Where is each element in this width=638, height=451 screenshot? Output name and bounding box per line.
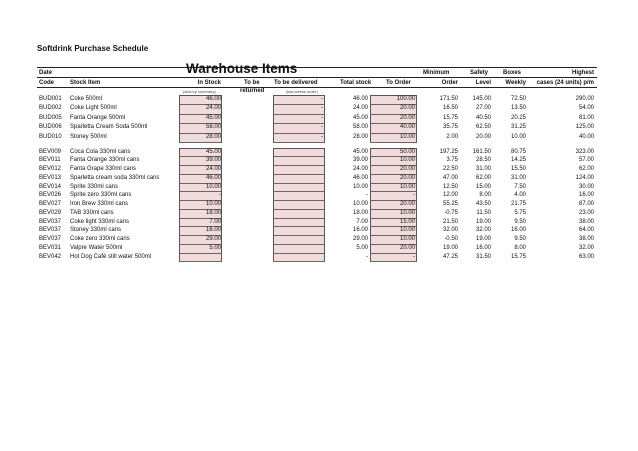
- safety-cell: 145.00: [472, 95, 491, 102]
- delivered-cell: -: [321, 124, 323, 130]
- to-order-header: To Order: [386, 80, 411, 86]
- item-cell: Sprite zero 330ml cans: [70, 192, 132, 199]
- in-stock-cell: 24.00: [205, 166, 221, 172]
- in-stock-cell: 24.00: [205, 105, 221, 111]
- item-cell: Fanta Orange 330ml cans: [70, 157, 140, 164]
- in-stock-cell: 16.00: [205, 227, 221, 234]
- safety-cell: 16.00: [475, 244, 491, 251]
- to-order-cell: 20.00: [399, 114, 415, 121]
- safety-cell: 62.50: [475, 124, 491, 130]
- cell-border: [273, 165, 325, 166]
- minimum-cell: 19.00: [442, 244, 458, 251]
- delivered-cell: -: [321, 133, 323, 140]
- highest-cell: 16.00: [578, 192, 594, 199]
- total-cell: 28.00: [352, 133, 368, 140]
- minimum-cell: 21.50: [442, 218, 458, 225]
- delivered-cell: -: [321, 105, 323, 111]
- code-cell: BEV012: [39, 166, 62, 172]
- minimum-header-2: Order: [441, 80, 458, 86]
- in-stock-header: In Stock: [197, 80, 221, 86]
- minimum-cell: 171.50: [439, 95, 458, 102]
- highest-cell: 57.00: [578, 157, 594, 164]
- to-order-cell: 10.00: [399, 209, 415, 216]
- code-cell: BEV029: [39, 209, 62, 216]
- to-order-cell: 20.00: [399, 244, 415, 251]
- minimum-cell: 47.00: [442, 174, 458, 181]
- code-header: Code: [39, 80, 54, 86]
- boxes-cell: 7.50: [514, 183, 526, 190]
- item-cell: Coke light 330ml cans: [70, 218, 130, 225]
- header-bottom-rule: [37, 87, 597, 88]
- boxes-cell: 13.50: [510, 105, 526, 111]
- total-cell: 29.00: [352, 236, 368, 242]
- safety-cell: 62.00: [475, 174, 491, 181]
- safety-cell: 31.00: [475, 166, 491, 172]
- code-cell: BEV042: [39, 253, 62, 260]
- highest-header-1: Highest: [571, 70, 594, 76]
- warehouse-title: Warehouse Items: [186, 61, 298, 76]
- minimum-cell: 16.50: [442, 105, 458, 111]
- total-cell: 5.00: [356, 244, 368, 251]
- cell-border: [179, 261, 222, 262]
- code-cell: BUD002: [39, 105, 62, 111]
- highest-cell: 23.00: [578, 209, 594, 216]
- date-label: Date: [39, 70, 53, 76]
- cell-border: [273, 244, 325, 245]
- boxes-header-1: Boxes: [503, 70, 522, 76]
- code-cell: BUD001: [39, 95, 62, 102]
- item-cell: Valpre Water 500ml: [70, 244, 123, 251]
- minimum-cell: 2.00: [446, 133, 458, 140]
- item-cell: Sprite 330ml cans: [70, 183, 119, 190]
- total-cell: 46.00: [352, 174, 368, 181]
- boxes-cell: 14.25: [510, 157, 526, 164]
- minimum-cell: 35.75: [442, 124, 458, 130]
- code-cell: BEV031: [39, 244, 62, 251]
- in-stock-cell: 46.00: [205, 174, 221, 181]
- in-stock-cell: 45.00: [205, 114, 221, 121]
- total-cell: 16.00: [352, 227, 368, 234]
- safety-cell: 8.00: [479, 192, 491, 199]
- to-order-cell: 40.00: [399, 124, 415, 130]
- minimum-cell: -0.50: [444, 236, 458, 242]
- minimum-cell: 12.50: [442, 183, 458, 190]
- to-order-cell: 20.00: [399, 201, 415, 207]
- highest-cell: 54.00: [578, 105, 594, 111]
- code-cell: BEV014: [39, 183, 62, 190]
- in-stock-cell: 39.00: [205, 157, 221, 164]
- boxes-cell: 15.50: [510, 166, 526, 172]
- to-order-cell: 20.00: [399, 174, 415, 181]
- cell-border: [273, 156, 325, 157]
- item-cell: Coke 500ml: [70, 95, 103, 102]
- stock-item-header: Stock Item: [70, 80, 101, 86]
- safety-cell: 27.00: [475, 105, 491, 111]
- to-order-cell: 50.00: [399, 148, 415, 155]
- highest-cell: 81.00: [578, 114, 594, 121]
- boxes-header-2: Weekly: [505, 80, 526, 86]
- item-cell: TAB 330ml cans: [70, 209, 114, 216]
- boxes-cell: 72.50: [510, 95, 526, 102]
- code-cell: BEV037: [39, 227, 62, 234]
- safety-cell: 19.00: [475, 236, 491, 242]
- total-cell: 45.00: [352, 114, 368, 121]
- highest-cell: 30.00: [578, 183, 594, 190]
- total-cell: 39.00: [352, 157, 368, 164]
- cell-border: [273, 261, 325, 262]
- to-order-cell: 10.00: [399, 183, 415, 190]
- in-stock-cell: 10.00: [205, 183, 221, 190]
- safety-cell: 161.50: [472, 148, 491, 155]
- highest-cell: 290.00: [575, 95, 594, 102]
- highest-cell: 323.00: [575, 148, 594, 155]
- boxes-cell: 4.00: [514, 192, 526, 199]
- item-cell: Sparletta Cream Soda 500ml: [70, 124, 148, 130]
- highest-cell: 124.00: [575, 174, 594, 181]
- total-cell: 10.00: [352, 183, 368, 190]
- delivered-cell: -: [321, 114, 323, 121]
- item-cell: Fanta Orange 500ml: [70, 114, 126, 121]
- cell-border: [273, 218, 325, 219]
- safety-cell: 31.50: [475, 253, 491, 260]
- item-cell: Coca Cola 330ml cans: [70, 148, 131, 155]
- highest-cell: 63.00: [578, 253, 594, 260]
- in-stock-cell: 7.00: [209, 218, 221, 225]
- boxes-cell: 5.75: [514, 209, 526, 216]
- boxes-cell: 31.25: [510, 124, 526, 130]
- safety-cell: 43.50: [475, 201, 491, 207]
- minimum-cell: 15.75: [442, 114, 458, 121]
- boxes-cell: 9.50: [514, 218, 526, 225]
- safety-cell: 28.50: [475, 157, 491, 164]
- highest-cell: 62.00: [578, 166, 594, 172]
- total-cell: 10.00: [352, 201, 368, 207]
- minimum-cell: 55.25: [442, 201, 458, 207]
- in-stock-cell: 18.00: [205, 209, 221, 216]
- boxes-cell: 10.00: [510, 133, 526, 140]
- boxes-cell: 31.00: [510, 174, 526, 181]
- cell-border: [273, 226, 325, 227]
- total-cell: -: [366, 192, 368, 199]
- to-order-cell: 10.00: [399, 227, 415, 234]
- highest-cell: 125.00: [575, 124, 594, 130]
- in-stock-cell: 10.00: [205, 201, 221, 207]
- total-stock-header: Total stock: [340, 80, 372, 86]
- highest-cell: 32.00: [578, 244, 594, 251]
- header-top-rule: [37, 67, 597, 68]
- item-cell: Hot Dog Café still water 500ml: [70, 253, 152, 260]
- in-stock-cell: 29.00: [205, 236, 221, 242]
- code-cell: BEV027: [39, 201, 62, 207]
- total-cell: 45.00: [352, 148, 368, 155]
- item-cell: Fanta Grape 330ml cans: [70, 166, 137, 172]
- in-stock-cell: 45.00: [205, 148, 221, 155]
- to-order-cell: 20.00: [399, 166, 415, 172]
- total-cell: 24.00: [352, 166, 368, 172]
- cell-border: [273, 209, 325, 210]
- boxes-cell: 16.00: [510, 227, 526, 234]
- code-cell: BEV026: [39, 192, 62, 199]
- to-order-cell: -: [413, 253, 415, 260]
- to-order-cell: -: [413, 192, 415, 199]
- header-mid-rule: [37, 77, 597, 78]
- to-order-cell: 10.00: [399, 133, 415, 140]
- to-be-returned-header-2: returned: [240, 88, 265, 94]
- boxes-cell: 80.75: [510, 148, 526, 155]
- in-stock-note: (stck by summary): [183, 89, 216, 94]
- minimum-header-1: Minimum: [423, 70, 450, 76]
- safety-header-2: Level: [475, 80, 491, 86]
- code-cell: BUD005: [39, 114, 62, 121]
- in-stock-cell: -: [219, 192, 221, 199]
- item-cell: Stoney 330ml cans: [70, 227, 122, 234]
- highest-cell: 40.00: [578, 133, 594, 140]
- total-cell: 46.00: [352, 95, 368, 102]
- cell-border: [273, 183, 325, 184]
- boxes-cell: 21.75: [510, 201, 526, 207]
- boxes-cell: 15.75: [510, 253, 526, 260]
- safety-header-1: Safety: [470, 70, 489, 76]
- code-cell: BEV037: [39, 236, 62, 242]
- delivered-cell: -: [321, 95, 323, 102]
- cell-border: [273, 142, 325, 143]
- safety-cell: 20.00: [475, 133, 491, 140]
- code-cell: BEV037: [39, 218, 62, 225]
- code-cell: BUD006: [39, 124, 62, 130]
- highest-cell: 64.00: [578, 227, 594, 234]
- safety-cell: 40.50: [475, 114, 491, 121]
- in-stock-cell: 46.00: [205, 95, 221, 102]
- safety-cell: 32.00: [475, 227, 491, 234]
- total-cell: 58.00: [352, 124, 368, 130]
- highest-cell: 38.00: [578, 218, 594, 225]
- cell-border: [273, 174, 325, 175]
- to-be-returned-header-1: To be: [244, 80, 260, 86]
- in-stock-cell: 5.00: [209, 244, 221, 251]
- minimum-cell: 3.75: [446, 157, 458, 164]
- in-stock-cell: 58.00: [205, 124, 221, 130]
- cell-border: [273, 235, 325, 236]
- total-cell: 18.00: [352, 209, 368, 216]
- sheet-heading: Softdrink Purchase Schedule: [37, 44, 149, 53]
- cell-border: [273, 200, 325, 201]
- code-cell: BEV009: [39, 148, 62, 155]
- to-order-cell: 10.00: [399, 236, 415, 242]
- item-cell: Stoney 500ml: [70, 133, 107, 140]
- minimum-cell: 47.25: [442, 253, 458, 260]
- to-order-cell: 10.00: [399, 157, 415, 164]
- cell-border: [370, 142, 417, 143]
- code-cell: BEV011: [39, 157, 61, 164]
- code-cell: BEV013: [39, 174, 62, 181]
- cell-border: [179, 142, 222, 143]
- cell-border: [370, 261, 417, 262]
- cell-border: [179, 253, 222, 254]
- to-be-delivered-header: To be delivered: [274, 80, 318, 86]
- to-order-cell: 20.00: [399, 105, 415, 111]
- boxes-cell: 9.50: [514, 236, 526, 242]
- safety-cell: 19.00: [475, 218, 491, 225]
- safety-cell: 11.50: [476, 209, 491, 216]
- highest-cell: 87.00: [578, 201, 594, 207]
- highest-cell: 38.00: [578, 236, 594, 242]
- minimum-cell: 12.00: [442, 192, 458, 199]
- to-order-cell: 15.00: [399, 218, 415, 225]
- item-cell: Coke zero 330ml cans: [70, 236, 130, 242]
- cell-border: [273, 253, 325, 254]
- item-cell: Sparletta cream soda 330ml cans: [70, 174, 160, 181]
- safety-cell: 15.00: [475, 183, 491, 190]
- total-cell: -: [366, 253, 368, 260]
- minimum-cell: 197.25: [439, 148, 458, 155]
- minimum-cell: 32.00: [442, 227, 458, 234]
- minimum-cell: 22.50: [442, 166, 458, 172]
- cell-border: [273, 191, 325, 192]
- total-cell: 24.00: [352, 105, 368, 111]
- item-cell: Coke Light 500ml: [70, 105, 117, 111]
- item-cell: Iron Brew 330ml cans: [70, 201, 129, 207]
- in-stock-cell: 28.00: [205, 133, 221, 140]
- code-cell: BUD010: [39, 133, 62, 140]
- minimum-cell: -0.75: [444, 209, 458, 216]
- boxes-cell: 20.25: [510, 114, 526, 121]
- highest-header-2: cases (24 units) p/m: [536, 80, 594, 86]
- to-be-delivered-note: (last weeks order): [286, 89, 318, 94]
- to-order-cell: 100.00: [396, 95, 415, 102]
- total-cell: 7.00: [356, 218, 368, 225]
- boxes-cell: 8.00: [514, 244, 526, 251]
